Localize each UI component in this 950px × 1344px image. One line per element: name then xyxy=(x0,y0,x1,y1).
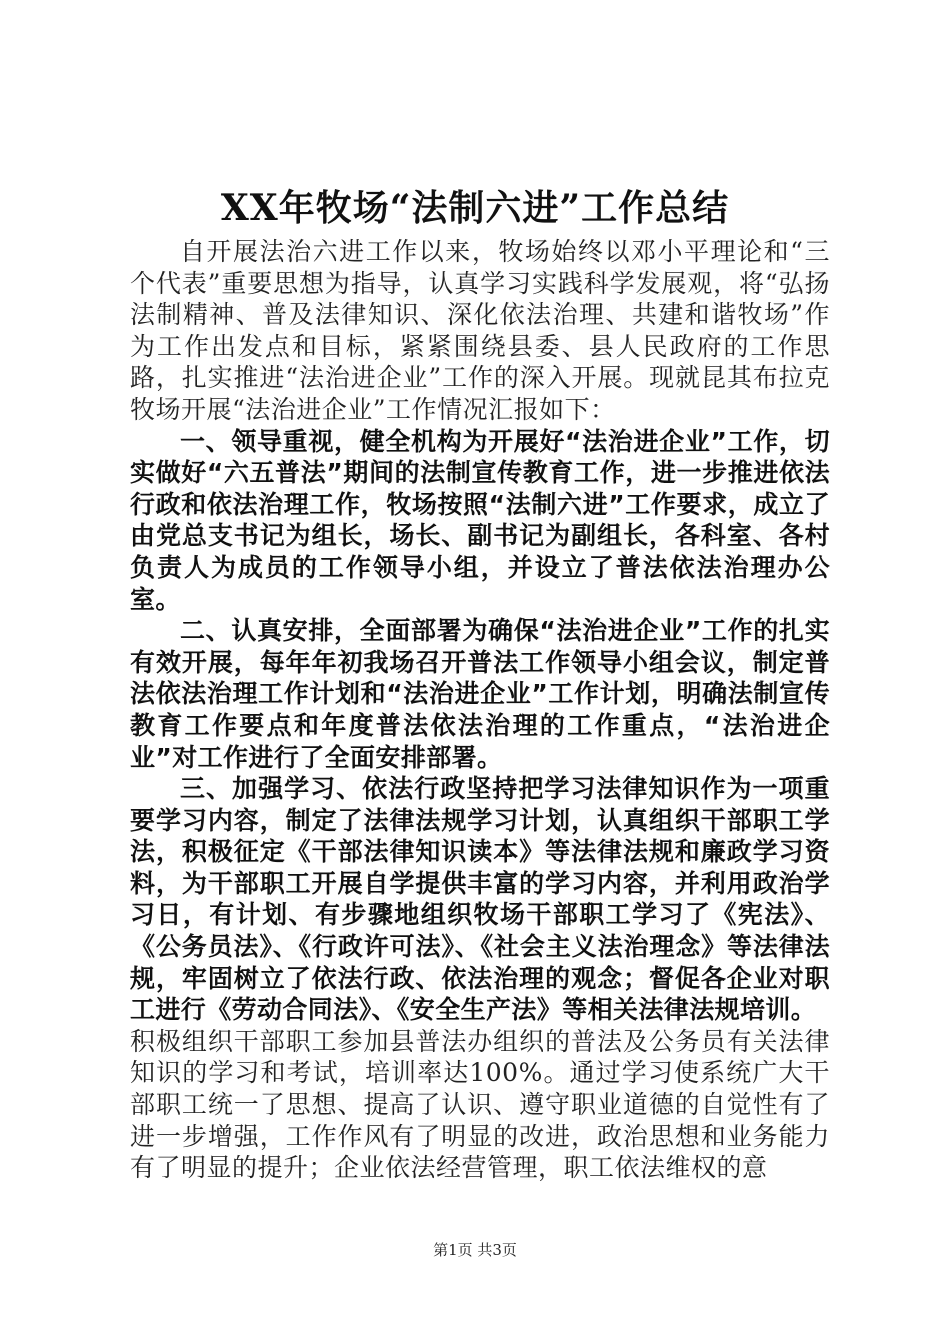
page-footer: 第1页 共3页 xyxy=(433,1241,517,1259)
section-three-paragraph: 三、加强学习、依法行政坚持把学习法律知识作为一项重要学习内容，制定了法律法规学习计划，认真组织干部职工学法，积极征定《干部法律知识读本》等法律法规和廉政学习资料，为干部职工开展自学提供丰富的学习内容，并利用政治学习日，有计划、有步骤地组织牧场干部职工学习了《宪法》、《公务员法》、《行政许可法》、《社会主义法治理念》等法律法规，牢固树立了依法行政、依法治理的观念；督促各企业对职工进行《劳动合同法》、《安全生产法》等相关法律法规培训。 xyxy=(130,774,830,1025)
section-one-paragraph: 一、领导重视，健全机构为开展好“法治进企业”工作，切实做好“六五普法”期间的法制宣传教育工作，进一步推进依法行政和依法治理工作，牧场按照“法制六进”工作要求，成立了由党总支书记为组长，场长、副书记为副组长，各科室、各村负责人为成员的工作领导小组，并设立了普法依法治理办公室。 xyxy=(130,426,830,614)
training-paragraph: 积极组织干部职工参加县普法办组织的普法及公务员有关法律知识的学习和考试，培训率达100%。通过学习使系统广大干部职工统一了思想、提高了认识、遵守职业道德的自觉性有了进一步增强，工作作风有了明显的改进，政治思想和业务能力有了明显的提升；企业依法经营管理，职工依法维权的意 xyxy=(130,1026,830,1183)
intro-paragraph: 自开展法治六进工作以来，牧场始终以邓小平理论和“三个代表”重要思想为指导，认真学习实践科学发展观，将“弘扬法制精神、普及法律知识、深化依法治理、共建和谐牧场”作为工作出发点和目标，紧紧围绕县委、县人民政府的工作思路，扎实推进“法治进企业”工作的深入开展。现就昆其布拉克牧场开展“法治进企业”工作情况汇报如下： xyxy=(130,237,830,424)
document-body xyxy=(130,236,830,1184)
section-two-paragraph: 二、认真安排，全面部署为确保“法治进企业”工作的扎实有效开展，每年年初我场召开普法工作领导小组会议，制定普法依法治理工作计划和“法治进企业”工作计划，明确法制宣传教育工作要点和年度普法依法治理的工作重点，“法治进企业”对工作进行了全面安排部署。 xyxy=(130,616,830,772)
document-title: XX年牧场“法制六进”工作总结 xyxy=(220,187,730,229)
